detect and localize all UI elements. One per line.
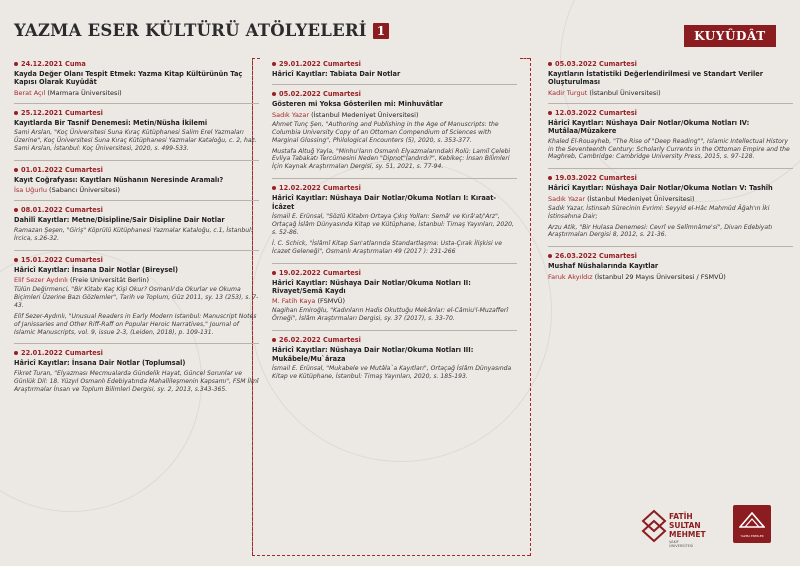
session-date: 05.02.2022 Cumartesi bbox=[272, 90, 517, 98]
fsmvu-logo bbox=[641, 505, 706, 553]
session-topic: Kayıtların İstatistiki Değerlendirilmesi ve Standart Veriler Oluşturulması bbox=[548, 70, 764, 87]
session-date: 22.01.2022 Cumartesi bbox=[14, 349, 259, 357]
session-topic: Hâricî Kayıtlar: Nüshaya Dair Notlar/Okuma Notları IV: Mutâlaa/Müzakere bbox=[548, 118, 750, 136]
session-block bbox=[14, 166, 259, 201]
reading-reference: Mustafa Altuğ Yayla, "Minhu'ların Osmanlı Elyazmalarındaki Rolü: Lamiî Çelebi Evliya Tabakatı Tercümesini Neden "Dipnot"landırdı?", Kebikeç: İnsan Bilimleri İçin Kaynak Araştırmaları Dergisi, sy. 51, 2021, s. 77-94. bbox=[272, 147, 511, 171]
session-block bbox=[272, 336, 517, 388]
session-topic: Kayıtlarda Bir Tasnif Denemesi: Metin/Nüsha İkilemi bbox=[14, 118, 208, 127]
divider bbox=[530, 58, 531, 556]
session-speaker bbox=[272, 111, 517, 119]
session-topic: Hâricî Kayıtlar: İnsana Dair Notlar (Toplumsal) bbox=[14, 359, 186, 368]
reading-reference: Arzu Atik, "Bir Hulasa Denemesi: Cevrî ve Selîmnâme'si", Divan Edebiyatı Araştırmaları Dergisi 8, 2012, s. 21-36. bbox=[548, 223, 773, 239]
session-speaker bbox=[14, 186, 259, 194]
session-topic: Hâricî Kayıtlar: Nüshaya Dair Notlar/Okuma Notları I: Kıraat-İcâzet bbox=[272, 194, 497, 211]
speaker-name: Kadir Turgut bbox=[548, 88, 588, 97]
divider bbox=[252, 555, 530, 556]
speaker-affiliation: (İstanbul 29 Mayıs Üniversitesi / FSMVÜ) bbox=[594, 272, 726, 281]
schedule-column-1 bbox=[14, 60, 259, 406]
fsmvu-logo-line: FATİH bbox=[669, 512, 693, 521]
session-block bbox=[14, 349, 259, 400]
speaker-affiliation: (Marmara Üniversitesi) bbox=[47, 88, 122, 97]
book-emblem-icon bbox=[739, 511, 765, 528]
session-date: 08.01.2022 Cumartesi bbox=[14, 206, 259, 214]
session-topic: Dahilî Kayıtlar: Metne/Disipline/Sair Disipline Dair Notlar bbox=[14, 216, 225, 225]
speaker-affiliation: (İstanbul Üniversitesi) bbox=[589, 88, 661, 97]
session-date: 24.12.2021 Cuma bbox=[14, 60, 259, 68]
kuyudat-logo bbox=[733, 505, 771, 543]
speaker-affiliation: (Sabancı Üniversitesi) bbox=[49, 186, 121, 195]
session-date: 19.02.2022 Cumartesi bbox=[272, 269, 517, 277]
speaker-name: Elif Sezer Aydınlı bbox=[14, 275, 68, 284]
speaker-name: Faruk Akyıldız bbox=[548, 272, 593, 281]
session-topic: Kayda Değer Olanı Tespit Etmek: Yazma Kitap Kültürünün Taç Kapısı Olarak Kuyûdât bbox=[14, 70, 243, 87]
session-block bbox=[272, 90, 517, 179]
session-date: 05.03.2022 Cumartesi bbox=[548, 60, 793, 68]
session-block bbox=[14, 109, 259, 161]
session-date: 19.03.2022 Cumartesi bbox=[548, 174, 793, 182]
session-block bbox=[548, 109, 793, 170]
session-date: 15.01.2022 Cumartesi bbox=[14, 256, 259, 264]
session-block bbox=[14, 60, 259, 104]
reading-reference: Nagihan Emiroğlu, "Kadınların Hadis Okuttuğu Mekânlar: el-Câmiu'l-Muzafferî Örneği", İslâm Araştırmaları Dergisi, sy. 37 (2017), s. 33-70. bbox=[272, 307, 509, 323]
speaker-affiliation: (İstanbul Medeniyet Üniversitesi) bbox=[587, 194, 695, 203]
session-topic: Hâricî Kayıtlar: Nüshaya Dair Notlar/Okuma Notları V: Tashîh bbox=[548, 184, 773, 193]
session-date: 12.03.2022 Cumartesi bbox=[548, 109, 793, 117]
speaker-affiliation: (FSMVÜ) bbox=[317, 297, 346, 306]
session-topic: Kayıt Coğrafyası: Kayıtları Nüshanın Neresinde Aramalı? bbox=[14, 175, 224, 184]
edition-number: 1 bbox=[373, 23, 390, 39]
session-date: 25.12.2021 Cumartesi bbox=[14, 109, 259, 117]
session-date: 01.01.2022 Cumartesi bbox=[14, 166, 259, 174]
reading-reference: Elif Sezer-Aydınlı, "Unusual Readers in Early Modern Istanbul: Manuscript Notes of Janissaries and Other Riff-Raff on Popular Heroic Narratives," Journal of Islamic Manuscripts, vol. 9, issue 2-3, (Leiden, 2018), p. 109-131. bbox=[14, 312, 257, 336]
session-topic: Hâricî Kayıtlar: Nüshaya Dair Notlar/Okuma Notları III: Mukâbele/Mu`âraza bbox=[272, 346, 474, 363]
session-date: 12.02.2022 Cumartesi bbox=[272, 184, 517, 192]
divider bbox=[520, 58, 530, 59]
reading-reference: Ahmet Tunç Şen, "Authoring and Publishing in the Age of Manuscripts: the Columbia University Copy of an Ottoman Compendium of Sciences with Marginal Glossing", Philological Encounters (5), 2020, s. 353-377. bbox=[272, 120, 499, 144]
reading-reference: İsmail E. Erünsal, "Sözlü Kitabın Ortaya Çıkış Yolları: Semâ' ve Kırâ'at/'Arz", Ortaçağ İslâm Dünyasında Kitap ve Kütüphane, İstanbul: Timaş Yayınları, 2020, s. 52-86. bbox=[272, 213, 514, 236]
speaker-name: İsa Uğurlu bbox=[14, 186, 47, 195]
session-date: 26.02.2022 Cumartesi bbox=[272, 336, 517, 344]
session-block bbox=[14, 256, 259, 345]
session-speaker bbox=[548, 89, 793, 97]
session-block bbox=[14, 206, 259, 250]
title-text: YAZMA ESER KÜLTÜRÜ ATÖLYELERİ bbox=[14, 21, 367, 40]
session-topic: Hâricî Kayıtlar: Tabiata Dair Notlar bbox=[272, 70, 401, 78]
session-speaker bbox=[548, 273, 793, 281]
speaker-name: M. Fatih Kaya bbox=[272, 297, 316, 306]
schedule-column-2 bbox=[272, 60, 517, 393]
session-block bbox=[272, 269, 517, 332]
reading-reference: İ. C. Schick, "İslâmî Kitap San'atlarında Standartlaşma: Usta-Çırak İlişkisi ve İcazet Geleneği", Osmanlı Araştırmaları 49 (2017 ): 231-266 bbox=[272, 239, 502, 255]
session-topic: Hâricî Kayıtlar: İnsana Dair Notlar (Bireysel) bbox=[14, 265, 179, 274]
session-topic: Hâricî Kayıtlar: Nüshaya Dair Notlar/Okuma Notları II: Rivayet/Semâ Kaydı bbox=[272, 278, 471, 295]
session-block bbox=[548, 60, 793, 104]
speaker-affiliation: (İstanbul Medeniyet Üniversitesi) bbox=[311, 110, 419, 119]
session-date: 26.03.2022 Cumartesi bbox=[548, 252, 793, 260]
page-title bbox=[14, 21, 389, 40]
reading-reference: Sadık Yazar, İstinsah Sürecinin Evrimi: Seyyid el-Hâc Mahmûd Âğah'ın İki İstinsahına Dair; bbox=[548, 204, 770, 220]
speaker-affiliation: (Freie Universität Berlin) bbox=[69, 275, 150, 284]
kuyudat-logo-sub: YAZMA ESERLER bbox=[740, 534, 764, 538]
session-block bbox=[548, 252, 793, 286]
speaker-name: Sadık Yazar bbox=[272, 110, 309, 119]
reading-reference: Fikret Turan, "Elyazması Mecmualarda Gündelik Hayat, Güncel Sorunlar ve Günlük Dil: 18. Yüzyıl Osmanlı Edebiyatında Mahallileşmenin Kapsamı", FSM İlmî Araştırmalar İnsan ve Toplum Bilimleri Dergisi, sy. 2, 2013, s.343-365. bbox=[14, 369, 259, 393]
fsmvu-logo-line: SULTAN bbox=[669, 521, 701, 530]
reading-reference: Khaled El-Rouayheb, "The Rise of "Deep Reading"", Islamic Intellectual History in the Seventeenth Century: Scholarly Currents in the Ottoman Empire and the Maghreb, Cambridge: Cambridge University Press, 2015, s. 97-128. bbox=[548, 137, 790, 161]
schedule-column-3 bbox=[548, 60, 793, 292]
fsmvu-logo-line: MEHMET bbox=[669, 530, 706, 539]
brand-badge: KUYÛDÂT bbox=[684, 25, 776, 47]
session-block bbox=[548, 174, 793, 247]
divider bbox=[252, 58, 260, 59]
session-block bbox=[272, 60, 517, 85]
session-topic: Gösteren mi Yoksa Gösterilen mi: Minhuvâtlar bbox=[272, 100, 443, 109]
session-block bbox=[272, 184, 517, 263]
reading-reference: İsmail E. Erünsal, "Mukabele ve Mutâla`a Kayıtları", Ortaçağ İslâm Dünyasında Kitap ve Kütüphane, İstanbul: Timaş Yayınları, 2020, s. 185-193. bbox=[272, 365, 512, 380]
fsmvu-emblem-icon bbox=[641, 509, 667, 545]
reading-reference: Sami Arslan, "Koç Üniversitesi Suna Kıraç Kütüphanesi Salim Erel Yazmaları Üzerine", Koç Üniversitesi Suna Kıraç Kütüphanesi Yazmalar Kataloğu, c. 2, haz. Sami Arslan, İstanbul: Koç Üniversitesi, 2020, s. 499-533. bbox=[14, 129, 257, 153]
session-speaker bbox=[14, 276, 259, 284]
session-date: 29.01.2022 Cumartesi bbox=[272, 60, 517, 68]
speaker-name: Sadık Yazar bbox=[548, 194, 585, 203]
session-topic: Mushaf Nüshalarında Kayıtlar bbox=[548, 262, 659, 271]
speaker-name: Berat Açıl bbox=[14, 88, 46, 97]
reading-reference: Tülün Değirmenci, "Bir Kitabı Kaç Kişi Okur? Osmanlı'da Okurlar ve Okuma Biçimleri Üzerine Bazı Gözlemler", Tarih ve Toplum, Güz 2011, sy. 13 (253), s. 7-43. bbox=[14, 285, 259, 309]
session-speaker bbox=[272, 297, 517, 305]
session-speaker bbox=[548, 195, 793, 203]
reading-reference: Ramazan Şeşen, "Giriş" Köprülü Kütüphanesi Yazmalar Kataloğu, c.1, İstanbul: İrcica, s.26-32. bbox=[14, 226, 253, 242]
session-speaker bbox=[14, 89, 259, 97]
fsmvu-logo-sub: VAKIF ÜNİVERSİTESİ bbox=[669, 540, 694, 548]
